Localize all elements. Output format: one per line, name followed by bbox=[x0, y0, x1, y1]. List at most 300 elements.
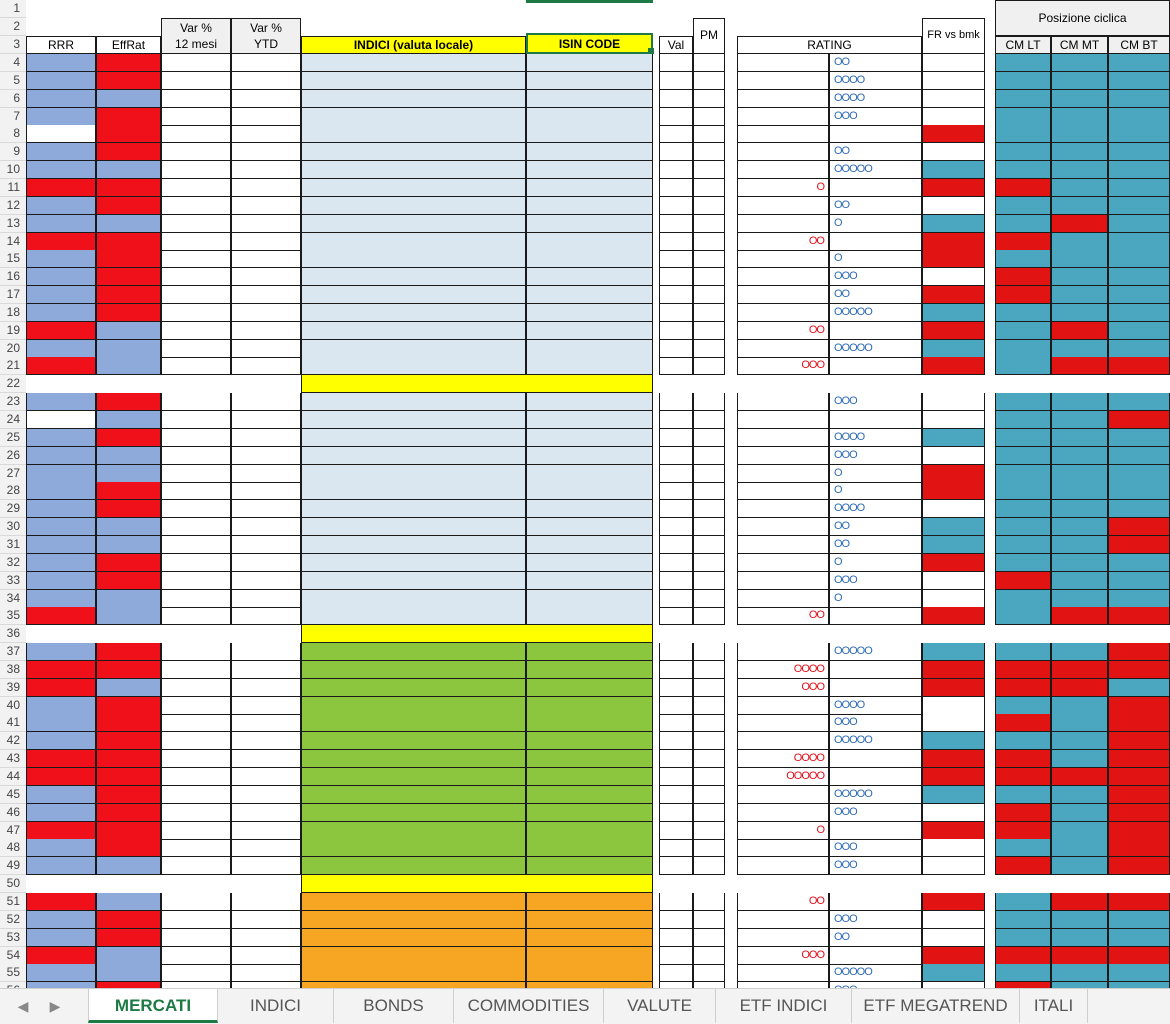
sheet-tab-itali[interactable]: ITALI bbox=[1020, 989, 1088, 1023]
cm-mt-cell[interactable] bbox=[1051, 286, 1108, 304]
cm-bt-cell[interactable] bbox=[1108, 304, 1170, 322]
effrat-cell[interactable] bbox=[96, 768, 161, 786]
row-number[interactable]: 4 bbox=[0, 54, 26, 72]
var12-cell[interactable] bbox=[161, 804, 231, 822]
fr-vs-bmk-cell[interactable] bbox=[922, 90, 985, 108]
cm-mt-cell[interactable] bbox=[1051, 822, 1108, 840]
cm-bt-cell[interactable] bbox=[1108, 857, 1170, 875]
pm-check[interactable] bbox=[693, 233, 725, 251]
fr-vs-bmk-cell[interactable] bbox=[922, 661, 985, 679]
isin-cell[interactable] bbox=[526, 233, 653, 251]
currency-cell[interactable] bbox=[659, 268, 693, 286]
isin-cell[interactable] bbox=[526, 393, 653, 411]
row-number[interactable]: 18 bbox=[0, 304, 26, 322]
row-number[interactable]: 14 bbox=[0, 233, 26, 251]
currency-cell[interactable] bbox=[659, 161, 693, 179]
next-sheet-icon[interactable]: ▶ bbox=[49, 998, 61, 1014]
rrr-cell[interactable] bbox=[26, 54, 96, 72]
cm-lt-cell[interactable] bbox=[995, 233, 1051, 251]
cm-mt-cell[interactable] bbox=[1051, 125, 1108, 143]
currency-cell[interactable] bbox=[659, 822, 693, 840]
cm-lt-cell[interactable] bbox=[995, 750, 1051, 768]
ytd-cell[interactable] bbox=[231, 679, 301, 697]
rrr-cell[interactable] bbox=[26, 697, 96, 715]
currency-cell[interactable] bbox=[659, 643, 693, 661]
isin-cell[interactable] bbox=[526, 804, 653, 822]
pm-check[interactable] bbox=[693, 465, 725, 483]
cm-bt-cell[interactable] bbox=[1108, 536, 1170, 554]
var12-cell[interactable] bbox=[161, 929, 231, 947]
instrument-name[interactable] bbox=[301, 714, 526, 732]
effrat-cell[interactable] bbox=[96, 643, 161, 661]
isin-cell[interactable] bbox=[526, 482, 653, 500]
ytd-cell[interactable] bbox=[231, 857, 301, 875]
ytd-cell[interactable] bbox=[231, 732, 301, 750]
row-number[interactable]: 52 bbox=[0, 911, 26, 929]
rating-positive-circles[interactable]: OO bbox=[829, 143, 922, 161]
row-number[interactable]: 41 bbox=[0, 714, 26, 732]
cm-bt-cell[interactable] bbox=[1108, 215, 1170, 233]
cm-bt-cell[interactable] bbox=[1108, 197, 1170, 215]
pm-check[interactable] bbox=[693, 554, 725, 572]
rating-positive-circles[interactable] bbox=[829, 768, 922, 786]
currency-cell[interactable] bbox=[659, 411, 693, 429]
rating-negative-circles[interactable] bbox=[737, 411, 829, 429]
rating-positive-circles[interactable] bbox=[829, 822, 922, 840]
fr-vs-bmk-cell[interactable] bbox=[922, 590, 985, 608]
pm-check[interactable] bbox=[693, 661, 725, 679]
rrr-cell[interactable] bbox=[26, 572, 96, 590]
var12-cell[interactable] bbox=[161, 90, 231, 108]
rating-positive-circles[interactable] bbox=[829, 947, 922, 965]
rating-positive-circles[interactable]: OOO bbox=[829, 911, 922, 929]
cm-mt-cell[interactable] bbox=[1051, 72, 1108, 90]
cm-mt-cell[interactable] bbox=[1051, 643, 1108, 661]
currency-cell[interactable] bbox=[659, 554, 693, 572]
cm-bt-cell[interactable] bbox=[1108, 929, 1170, 947]
cm-mt-cell[interactable] bbox=[1051, 947, 1108, 965]
rating-negative-circles[interactable] bbox=[737, 804, 829, 822]
cm-mt-cell[interactable] bbox=[1051, 340, 1108, 358]
rating-negative-circles[interactable] bbox=[737, 286, 829, 304]
instrument-name[interactable] bbox=[301, 590, 526, 608]
rating-positive-circles[interactable]: OOOOO bbox=[829, 643, 922, 661]
fr-vs-bmk-cell[interactable] bbox=[922, 750, 985, 768]
fr-vs-bmk-cell[interactable] bbox=[922, 500, 985, 518]
rrr-cell[interactable] bbox=[26, 911, 96, 929]
cm-mt-cell[interactable] bbox=[1051, 90, 1108, 108]
isin-cell[interactable] bbox=[526, 607, 653, 625]
var12-cell[interactable] bbox=[161, 732, 231, 750]
rating-positive-circles[interactable]: OO bbox=[829, 929, 922, 947]
row-number[interactable]: 29 bbox=[0, 500, 26, 518]
currency-cell[interactable] bbox=[659, 393, 693, 411]
rating-negative-circles[interactable] bbox=[737, 304, 829, 322]
pm-check[interactable] bbox=[693, 72, 725, 90]
effrat-cell[interactable] bbox=[96, 964, 161, 982]
rrr-cell[interactable] bbox=[26, 607, 96, 625]
rating-positive-circles[interactable]: OOOO bbox=[829, 90, 922, 108]
fr-vs-bmk-cell[interactable] bbox=[922, 911, 985, 929]
isin-cell[interactable] bbox=[526, 643, 653, 661]
row-number[interactable]: 50 bbox=[0, 875, 26, 893]
rating-negative-circles[interactable] bbox=[737, 447, 829, 465]
cm-mt-cell[interactable] bbox=[1051, 233, 1108, 251]
rating-negative-circles[interactable] bbox=[737, 54, 829, 72]
cm-mt-cell[interactable] bbox=[1051, 143, 1108, 161]
ytd-cell[interactable] bbox=[231, 947, 301, 965]
fr-vs-bmk-cell[interactable] bbox=[922, 54, 985, 72]
cm-bt-cell[interactable] bbox=[1108, 447, 1170, 465]
rating-negative-circles[interactable] bbox=[737, 500, 829, 518]
effrat-cell[interactable] bbox=[96, 482, 161, 500]
fr-vs-bmk-cell[interactable] bbox=[922, 250, 985, 268]
fr-vs-bmk-cell[interactable] bbox=[922, 536, 985, 554]
isin-cell[interactable] bbox=[526, 947, 653, 965]
row-number[interactable]: 7 bbox=[0, 108, 26, 126]
fr-vs-bmk-cell[interactable] bbox=[922, 393, 985, 411]
rating-negative-circles[interactable]: OOO bbox=[737, 947, 829, 965]
var12-cell[interactable] bbox=[161, 947, 231, 965]
effrat-cell[interactable] bbox=[96, 714, 161, 732]
isin-cell[interactable] bbox=[526, 572, 653, 590]
cm-bt-cell[interactable] bbox=[1108, 643, 1170, 661]
rrr-cell[interactable] bbox=[26, 179, 96, 197]
rating-negative-circles[interactable] bbox=[737, 215, 829, 233]
row-number[interactable]: 10 bbox=[0, 161, 26, 179]
effrat-cell[interactable] bbox=[96, 125, 161, 143]
row-number[interactable]: 19 bbox=[0, 322, 26, 340]
rating-negative-circles[interactable] bbox=[737, 839, 829, 857]
cm-lt-cell[interactable] bbox=[995, 857, 1051, 875]
rating-negative-circles[interactable] bbox=[737, 536, 829, 554]
cm-mt-cell[interactable] bbox=[1051, 304, 1108, 322]
isin-cell[interactable] bbox=[526, 911, 653, 929]
cm-lt-cell[interactable] bbox=[995, 357, 1051, 375]
cm-bt-cell[interactable] bbox=[1108, 750, 1170, 768]
fr-vs-bmk-cell[interactable] bbox=[922, 768, 985, 786]
rating-negative-circles[interactable] bbox=[737, 268, 829, 286]
cm-bt-cell[interactable] bbox=[1108, 393, 1170, 411]
currency-cell[interactable] bbox=[659, 732, 693, 750]
cm-bt-cell[interactable] bbox=[1108, 732, 1170, 750]
cm-mt-cell[interactable] bbox=[1051, 786, 1108, 804]
fr-vs-bmk-cell[interactable] bbox=[922, 108, 985, 126]
fr-vs-bmk-cell[interactable] bbox=[922, 215, 985, 233]
cm-bt-cell[interactable] bbox=[1108, 72, 1170, 90]
var12-cell[interactable] bbox=[161, 411, 231, 429]
ytd-cell[interactable] bbox=[231, 340, 301, 358]
rating-positive-circles[interactable]: OOOOO bbox=[829, 340, 922, 358]
cm-lt-cell[interactable] bbox=[995, 340, 1051, 358]
pm-check[interactable] bbox=[693, 447, 725, 465]
currency-cell[interactable] bbox=[659, 322, 693, 340]
sheet-tab-etf-indici[interactable]: ETF INDICI bbox=[716, 989, 852, 1023]
var12-cell[interactable] bbox=[161, 447, 231, 465]
rating-negative-circles[interactable] bbox=[737, 572, 829, 590]
cm-lt-cell[interactable] bbox=[995, 500, 1051, 518]
pm-check[interactable] bbox=[693, 786, 725, 804]
rating-positive-circles[interactable]: OO bbox=[829, 286, 922, 304]
cm-mt-cell[interactable] bbox=[1051, 536, 1108, 554]
rating-positive-circles[interactable]: OOOOO bbox=[829, 732, 922, 750]
var12-cell[interactable] bbox=[161, 857, 231, 875]
isin-cell[interactable] bbox=[526, 447, 653, 465]
ytd-cell[interactable] bbox=[231, 482, 301, 500]
row-number[interactable]: 31 bbox=[0, 536, 26, 554]
rrr-cell[interactable] bbox=[26, 786, 96, 804]
currency-cell[interactable] bbox=[659, 447, 693, 465]
var12-cell[interactable] bbox=[161, 607, 231, 625]
currency-cell[interactable] bbox=[659, 590, 693, 608]
effrat-cell[interactable] bbox=[96, 607, 161, 625]
ytd-cell[interactable] bbox=[231, 250, 301, 268]
ytd-cell[interactable] bbox=[231, 750, 301, 768]
rrr-cell[interactable] bbox=[26, 643, 96, 661]
cm-lt-cell[interactable] bbox=[995, 679, 1051, 697]
rrr-cell[interactable] bbox=[26, 714, 96, 732]
effrat-cell[interactable] bbox=[96, 447, 161, 465]
cm-bt-cell[interactable] bbox=[1108, 411, 1170, 429]
rrr-cell[interactable] bbox=[26, 857, 96, 875]
effrat-cell[interactable] bbox=[96, 732, 161, 750]
var12-cell[interactable] bbox=[161, 340, 231, 358]
currency-cell[interactable] bbox=[659, 304, 693, 322]
ytd-cell[interactable] bbox=[231, 714, 301, 732]
var12-cell[interactable] bbox=[161, 179, 231, 197]
var12-cell[interactable] bbox=[161, 233, 231, 251]
cm-lt-cell[interactable] bbox=[995, 268, 1051, 286]
pm-check[interactable] bbox=[693, 911, 725, 929]
currency-cell[interactable] bbox=[659, 233, 693, 251]
ytd-cell[interactable] bbox=[231, 536, 301, 554]
instrument-name[interactable] bbox=[301, 447, 526, 465]
var12-cell[interactable] bbox=[161, 215, 231, 233]
currency-cell[interactable] bbox=[659, 929, 693, 947]
pm-check[interactable] bbox=[693, 215, 725, 233]
var12-cell[interactable] bbox=[161, 518, 231, 536]
ytd-cell[interactable] bbox=[231, 554, 301, 572]
fr-vs-bmk-cell[interactable] bbox=[922, 286, 985, 304]
cm-bt-cell[interactable] bbox=[1108, 161, 1170, 179]
ytd-cell[interactable] bbox=[231, 108, 301, 126]
isin-cell[interactable] bbox=[526, 768, 653, 786]
rating-positive-circles[interactable] bbox=[829, 679, 922, 697]
section-header[interactable] bbox=[301, 625, 653, 643]
var12-cell[interactable] bbox=[161, 911, 231, 929]
pm-check[interactable] bbox=[693, 804, 725, 822]
pm-check[interactable] bbox=[693, 697, 725, 715]
var12-cell[interactable] bbox=[161, 197, 231, 215]
var12-cell[interactable] bbox=[161, 72, 231, 90]
instrument-name[interactable] bbox=[301, 857, 526, 875]
currency-cell[interactable] bbox=[659, 607, 693, 625]
effrat-cell[interactable] bbox=[96, 590, 161, 608]
fr-vs-bmk-cell[interactable] bbox=[922, 964, 985, 982]
instrument-name[interactable] bbox=[301, 268, 526, 286]
rrr-cell[interactable] bbox=[26, 518, 96, 536]
row-number[interactable]: 40 bbox=[0, 697, 26, 715]
instrument-name[interactable] bbox=[301, 929, 526, 947]
currency-cell[interactable] bbox=[659, 482, 693, 500]
prev-sheet-icon[interactable]: ◀ bbox=[17, 998, 29, 1014]
instrument-name[interactable] bbox=[301, 161, 526, 179]
instrument-name[interactable] bbox=[301, 429, 526, 447]
currency-cell[interactable] bbox=[659, 750, 693, 768]
rrr-cell[interactable] bbox=[26, 340, 96, 358]
fr-vs-bmk-cell[interactable] bbox=[922, 607, 985, 625]
cm-bt-cell[interactable] bbox=[1108, 179, 1170, 197]
isin-cell[interactable] bbox=[526, 465, 653, 483]
rrr-cell[interactable] bbox=[26, 893, 96, 911]
row-number[interactable]: 28 bbox=[0, 482, 26, 500]
rating-negative-circles[interactable] bbox=[737, 786, 829, 804]
cm-bt-cell[interactable] bbox=[1108, 804, 1170, 822]
var12-cell[interactable] bbox=[161, 429, 231, 447]
instrument-name[interactable] bbox=[301, 500, 526, 518]
rrr-cell[interactable] bbox=[26, 90, 96, 108]
rating-negative-circles[interactable] bbox=[737, 143, 829, 161]
header-effrat[interactable]: EffRat bbox=[96, 36, 161, 54]
cm-lt-cell[interactable] bbox=[995, 429, 1051, 447]
cm-lt-cell[interactable] bbox=[995, 447, 1051, 465]
pm-check[interactable] bbox=[693, 964, 725, 982]
cm-lt-cell[interactable] bbox=[995, 661, 1051, 679]
rrr-cell[interactable] bbox=[26, 536, 96, 554]
row-number[interactable]: 34 bbox=[0, 590, 26, 608]
cm-mt-cell[interactable] bbox=[1051, 197, 1108, 215]
fr-vs-bmk-cell[interactable] bbox=[922, 786, 985, 804]
rrr-cell[interactable] bbox=[26, 322, 96, 340]
effrat-cell[interactable] bbox=[96, 197, 161, 215]
cm-bt-cell[interactable] bbox=[1108, 607, 1170, 625]
cm-lt-cell[interactable] bbox=[995, 697, 1051, 715]
effrat-cell[interactable] bbox=[96, 268, 161, 286]
effrat-cell[interactable] bbox=[96, 250, 161, 268]
rating-positive-circles[interactable]: O bbox=[829, 482, 922, 500]
cm-bt-cell[interactable] bbox=[1108, 54, 1170, 72]
currency-cell[interactable] bbox=[659, 125, 693, 143]
var12-cell[interactable] bbox=[161, 679, 231, 697]
effrat-cell[interactable] bbox=[96, 857, 161, 875]
cm-bt-cell[interactable] bbox=[1108, 590, 1170, 608]
fr-vs-bmk-cell[interactable] bbox=[922, 429, 985, 447]
cm-lt-cell[interactable] bbox=[995, 786, 1051, 804]
row-number[interactable]: 8 bbox=[0, 125, 26, 143]
header-rrr[interactable]: RRR bbox=[26, 36, 96, 54]
isin-cell[interactable] bbox=[526, 500, 653, 518]
cm-bt-cell[interactable] bbox=[1108, 714, 1170, 732]
rrr-cell[interactable] bbox=[26, 411, 96, 429]
row-number[interactable]: 39 bbox=[0, 679, 26, 697]
isin-cell[interactable] bbox=[526, 893, 653, 911]
rating-negative-circles[interactable] bbox=[737, 554, 829, 572]
cm-bt-cell[interactable] bbox=[1108, 357, 1170, 375]
header-indici[interactable]: INDICI (valuta locale) bbox=[301, 36, 526, 54]
row-number[interactable]: 33 bbox=[0, 572, 26, 590]
currency-cell[interactable] bbox=[659, 500, 693, 518]
effrat-cell[interactable] bbox=[96, 322, 161, 340]
pm-check[interactable] bbox=[693, 679, 725, 697]
row-number[interactable]: 37 bbox=[0, 643, 26, 661]
row-number[interactable]: 20 bbox=[0, 340, 26, 358]
cm-mt-cell[interactable] bbox=[1051, 857, 1108, 875]
rating-negative-circles[interactable]: OOO bbox=[737, 357, 829, 375]
sheet-tab-bonds[interactable]: BONDS bbox=[334, 989, 454, 1023]
rating-positive-circles[interactable]: OOO bbox=[829, 714, 922, 732]
fr-vs-bmk-cell[interactable] bbox=[922, 929, 985, 947]
rating-negative-circles[interactable] bbox=[737, 857, 829, 875]
cm-mt-cell[interactable] bbox=[1051, 393, 1108, 411]
rating-positive-circles[interactable]: OO bbox=[829, 518, 922, 536]
currency-cell[interactable] bbox=[659, 340, 693, 358]
pm-check[interactable] bbox=[693, 250, 725, 268]
pm-check[interactable] bbox=[693, 500, 725, 518]
effrat-cell[interactable] bbox=[96, 429, 161, 447]
cm-bt-cell[interactable] bbox=[1108, 661, 1170, 679]
cm-bt-cell[interactable] bbox=[1108, 839, 1170, 857]
cm-mt-cell[interactable] bbox=[1051, 839, 1108, 857]
var12-cell[interactable] bbox=[161, 714, 231, 732]
isin-cell[interactable] bbox=[526, 72, 653, 90]
effrat-cell[interactable] bbox=[96, 893, 161, 911]
rating-positive-circles[interactable] bbox=[829, 322, 922, 340]
rating-negative-circles[interactable] bbox=[737, 697, 829, 715]
rating-negative-circles[interactable] bbox=[737, 161, 829, 179]
sheet-tab-indici[interactable]: INDICI bbox=[218, 989, 334, 1023]
currency-cell[interactable] bbox=[659, 465, 693, 483]
currency-cell[interactable] bbox=[659, 661, 693, 679]
cm-bt-cell[interactable] bbox=[1108, 679, 1170, 697]
rrr-cell[interactable] bbox=[26, 768, 96, 786]
instrument-name[interactable] bbox=[301, 643, 526, 661]
rating-negative-circles[interactable]: OO bbox=[737, 607, 829, 625]
instrument-name[interactable] bbox=[301, 233, 526, 251]
isin-cell[interactable] bbox=[526, 357, 653, 375]
cm-bt-cell[interactable] bbox=[1108, 554, 1170, 572]
ytd-cell[interactable] bbox=[231, 72, 301, 90]
rating-negative-circles[interactable]: OOOO bbox=[737, 661, 829, 679]
rating-negative-circles[interactable] bbox=[737, 911, 829, 929]
currency-cell[interactable] bbox=[659, 964, 693, 982]
effrat-cell[interactable] bbox=[96, 179, 161, 197]
pm-check[interactable] bbox=[693, 54, 725, 72]
rating-negative-circles[interactable] bbox=[737, 429, 829, 447]
row-number[interactable]: 32 bbox=[0, 554, 26, 572]
instrument-name[interactable] bbox=[301, 536, 526, 554]
cm-bt-cell[interactable] bbox=[1108, 143, 1170, 161]
fr-vs-bmk-cell[interactable] bbox=[922, 857, 985, 875]
fr-vs-bmk-cell[interactable] bbox=[922, 233, 985, 251]
fr-vs-bmk-cell[interactable] bbox=[922, 268, 985, 286]
effrat-cell[interactable] bbox=[96, 411, 161, 429]
header-val[interactable]: Val bbox=[659, 36, 693, 54]
isin-cell[interactable] bbox=[526, 661, 653, 679]
rrr-cell[interactable] bbox=[26, 590, 96, 608]
instrument-name[interactable] bbox=[301, 750, 526, 768]
currency-cell[interactable] bbox=[659, 536, 693, 554]
rrr-cell[interactable] bbox=[26, 125, 96, 143]
ytd-cell[interactable] bbox=[231, 518, 301, 536]
effrat-cell[interactable] bbox=[96, 536, 161, 554]
cm-lt-cell[interactable] bbox=[995, 911, 1051, 929]
instrument-name[interactable] bbox=[301, 108, 526, 126]
cm-lt-cell[interactable] bbox=[995, 643, 1051, 661]
rating-negative-circles[interactable] bbox=[737, 340, 829, 358]
rrr-cell[interactable] bbox=[26, 429, 96, 447]
cm-bt-cell[interactable] bbox=[1108, 482, 1170, 500]
row-number[interactable]: 9 bbox=[0, 143, 26, 161]
